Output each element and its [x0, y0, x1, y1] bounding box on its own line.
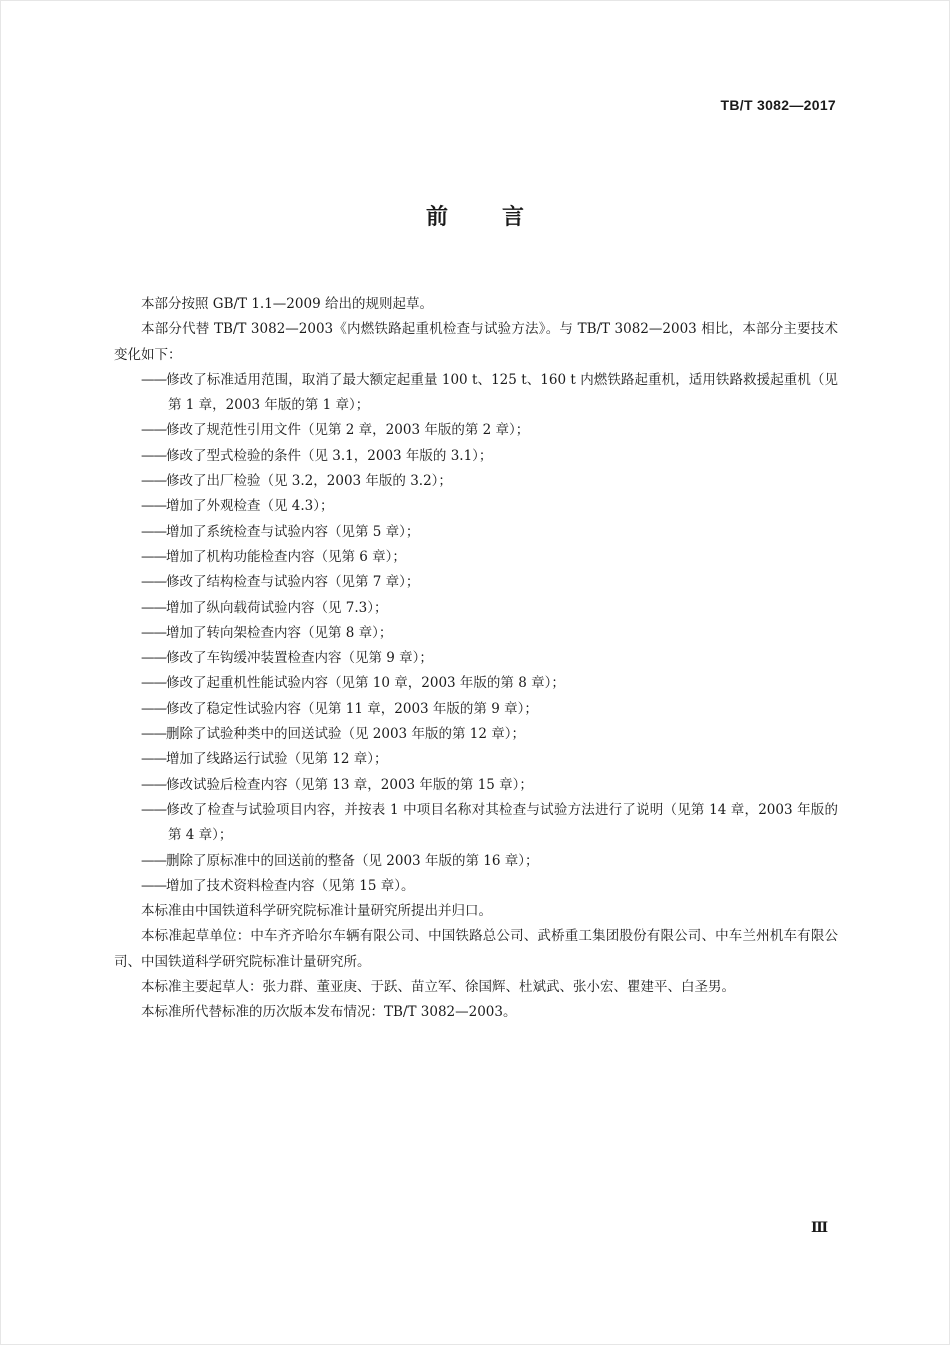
dash-marker: ——	[141, 852, 166, 869]
foreword-body	[114, 292, 838, 1026]
change-text: 增加了技术资料检查内容（见第 15 章）。	[166, 877, 415, 894]
change-item	[114, 494, 838, 519]
dash-marker: ——	[141, 574, 166, 591]
change-text: 增加了纵向载荷试验内容（见 7.3）；	[166, 599, 388, 616]
change-item	[114, 621, 838, 646]
change-item	[114, 570, 838, 595]
change-text: 删除了原标准中的回送前的整备（见 2003 年版的第 16 章）；	[166, 852, 539, 869]
page-number: Ⅲ	[810, 1220, 828, 1236]
dash-marker: ——	[141, 877, 166, 894]
change-text: 增加了线路运行试验（见第 12 章）；	[166, 751, 388, 768]
dash-marker: ——	[141, 548, 166, 565]
dash-marker: ——	[141, 473, 166, 490]
change-item	[114, 671, 838, 696]
dash-marker: ——	[141, 751, 166, 768]
change-item	[114, 773, 838, 798]
dash-marker: ——	[141, 726, 166, 743]
intro-paragraph: 本部分按照 GB/T 1.1—2009 给出的规则起草。	[141, 296, 433, 312]
change-text: 修改了检查与试验项目内容，并按表 1 中项目名称对其检查与试验方法进行了说明（见第 14 章，2003 年版的第 4 章）；	[166, 801, 838, 844]
change-text: 修改了稳定性试验内容（见第 11 章，2003 年版的第 9 章）；	[166, 700, 538, 717]
closing-paragraph: 本标准起草单位：中车齐齐哈尔车辆有限公司、中国铁路总公司、武桥重工集团股份有限公司、中车兰州机车有限公司、中国铁道科学研究院标准计量研究所。	[114, 928, 838, 970]
change-item	[114, 368, 838, 419]
change-item	[114, 418, 838, 443]
dash-marker: ——	[141, 371, 166, 388]
change-text: 修改了规范性引用文件（见第 2 章，2003 年版的第 2 章）；	[166, 422, 530, 439]
change-item	[114, 469, 838, 494]
change-item	[114, 697, 838, 722]
change-item	[114, 596, 838, 621]
dash-marker: ——	[141, 650, 166, 667]
change-text: 修改了起重机性能试验内容（见第 10 章，2003 年版的第 8 章）；	[166, 675, 565, 692]
intro-paragraph: 本部分代替 TB/T 3082—2003《内燃铁路起重机检查与试验方法》。与 TB/T 3082—2003 相比，本部分主要技术变化如下：	[114, 321, 838, 363]
change-text: 修改试验后检查内容（见第 13 章，2003 年版的第 15 章）；	[166, 776, 533, 793]
change-text: 增加了外观检查（见 4.3）；	[166, 498, 334, 515]
dash-marker: ——	[141, 675, 166, 692]
change-item	[114, 798, 838, 849]
dash-marker: ——	[141, 599, 166, 616]
title-char-1: 前	[425, 205, 448, 230]
change-text: 修改了型式检验的条件（见 3.1，2003 年版的 3.1）；	[166, 447, 493, 464]
document-id: TB/T 3082—2017	[720, 97, 836, 113]
change-text: 删除了试验种类中的回送试验（见 2003 年版的第 12 章）；	[166, 726, 525, 743]
closing-paragraph: 本标准所代替标准的历次版本发布情况：TB/T 3082—2003。	[141, 1004, 517, 1021]
change-item	[114, 520, 838, 545]
dash-marker: ——	[141, 447, 166, 464]
change-item	[114, 444, 838, 469]
change-text: 增加了机构功能检查内容（见第 6 章）；	[166, 548, 406, 565]
title-char-2: 言	[502, 205, 525, 230]
closing-paragraph: 本标准由中国铁道科学研究院标准计量研究所提出并归口。	[141, 903, 492, 920]
change-item	[114, 874, 838, 899]
change-item	[114, 646, 838, 671]
change-item	[114, 849, 838, 874]
dash-marker: ——	[141, 776, 166, 793]
dash-marker: ——	[141, 801, 166, 818]
change-text: 修改了结构检查与试验内容（见第 7 章）；	[166, 574, 420, 591]
page-title	[0, 200, 950, 231]
closing-paragraph: 本标准主要起草人：张力群、董亚庚、于跃、苗立军、徐国辉、杜斌武、张小宏、瞿建平、白圣男。	[141, 979, 735, 996]
dash-marker: ——	[141, 422, 166, 439]
change-text: 修改了标准适用范围，取消了最大额定起重量 100 t、125 t、160 t 内燃铁路起重机，适用铁路救援起重机（见第 1 章，2003 年版的第 1 章）；	[166, 371, 838, 414]
changes-list	[114, 368, 838, 899]
change-text: 修改了车钩缓冲装置检查内容（见第 9 章）；	[166, 650, 433, 667]
change-text: 增加了转向架检查内容（见第 8 章）；	[166, 624, 393, 641]
change-item	[114, 545, 838, 570]
dash-marker: ——	[141, 498, 166, 515]
dash-marker: ——	[141, 700, 166, 717]
change-text: 增加了系统检查与试验内容（见第 5 章）；	[166, 523, 420, 540]
change-text: 修改了出厂检验（见 3.2，2003 年版的 3.2）；	[166, 473, 452, 490]
dash-marker: ——	[141, 624, 166, 641]
change-item	[114, 722, 838, 747]
dash-marker: ——	[141, 523, 166, 540]
change-item	[114, 747, 838, 772]
